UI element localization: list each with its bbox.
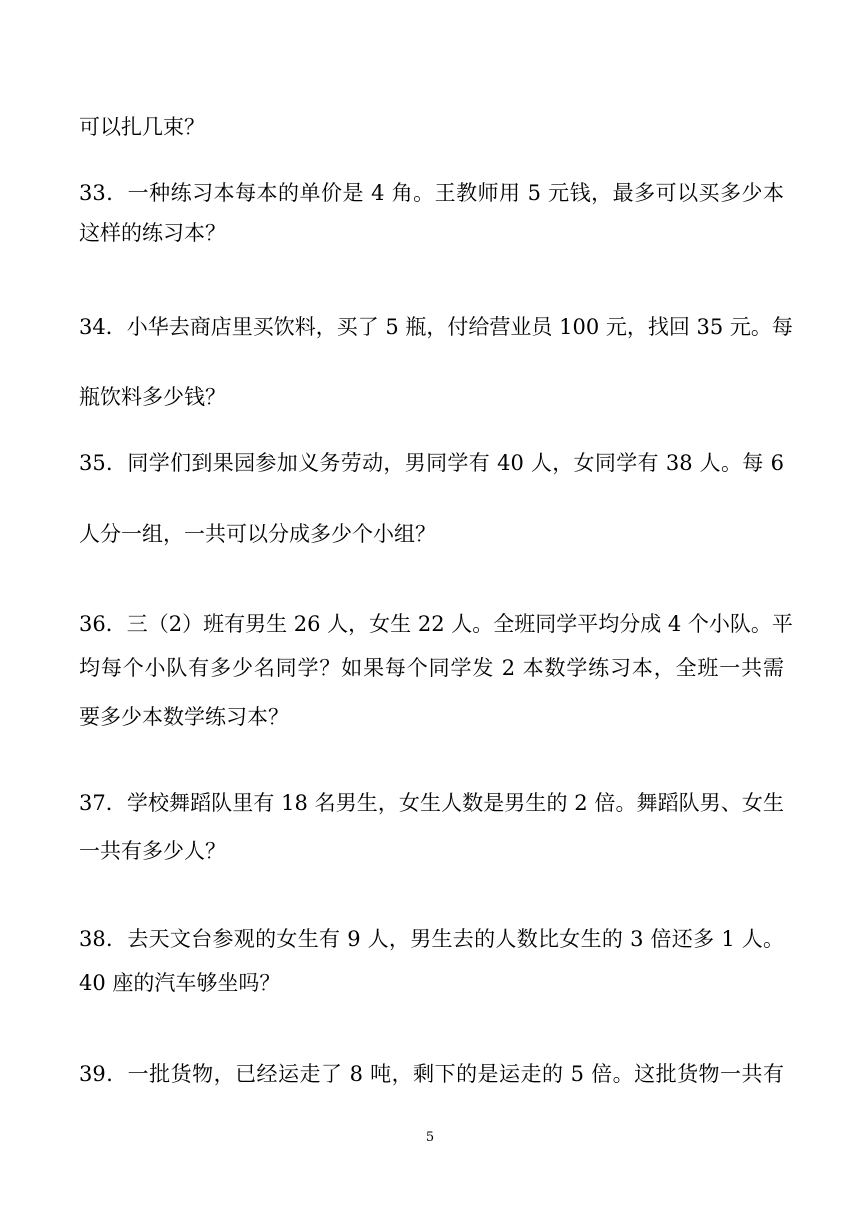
question-37-line-2: 一共有多少人？ xyxy=(79,839,226,863)
question-38-line-1: 38．去天文台参观的女生有 9 人，男生去的人数比女生的 3 倍还多 1 人。 xyxy=(79,927,784,951)
page-number: 5 xyxy=(425,1130,435,1145)
question-39-line-1: 39．一批货物，已经运走了 8 吨，剩下的是运走的 5 倍。这批货物一共有 xyxy=(79,1062,784,1086)
question-36-line-1: 36．三（2）班有男生 26 人，女生 22 人。全班同学平均分成 4 个小队。平 xyxy=(79,612,793,636)
continuation-line: 可以扎几束？ xyxy=(79,115,205,139)
question-38-line-2: 40 座的汽车够坐吗？ xyxy=(79,971,281,995)
question-35-line-2: 人分一组，一共可以分成多少个小组？ xyxy=(79,522,436,546)
question-36-line-2: 均每个小队有多少名同学？如果每个同学发 2 本数学练习本，全班一共需 xyxy=(79,656,784,680)
question-34-line-1: 34．小华去商店里买饮料，买了 5 瓶，付给营业员 100 元，找回 35 元。每 xyxy=(79,315,793,339)
question-35-line-1: 35．同学们到果园参加义务劳动，男同学有 40 人，女同学有 38 人。每 6 xyxy=(79,451,784,475)
question-36-line-3: 要多少本数学练习本？ xyxy=(79,705,289,729)
question-37-line-1: 37．学校舞蹈队里有 18 名男生，女生人数是男生的 2 倍。舞蹈队男、女生 xyxy=(79,791,784,815)
question-34-line-2: 瓶饮料多少钱？ xyxy=(79,385,226,409)
question-33-line-2: 这样的练习本？ xyxy=(79,221,226,245)
question-33-line-1: 33．一种练习本每本的单价是 4 角。王教师用 5 元钱，最多可以买多少本 xyxy=(79,181,784,205)
